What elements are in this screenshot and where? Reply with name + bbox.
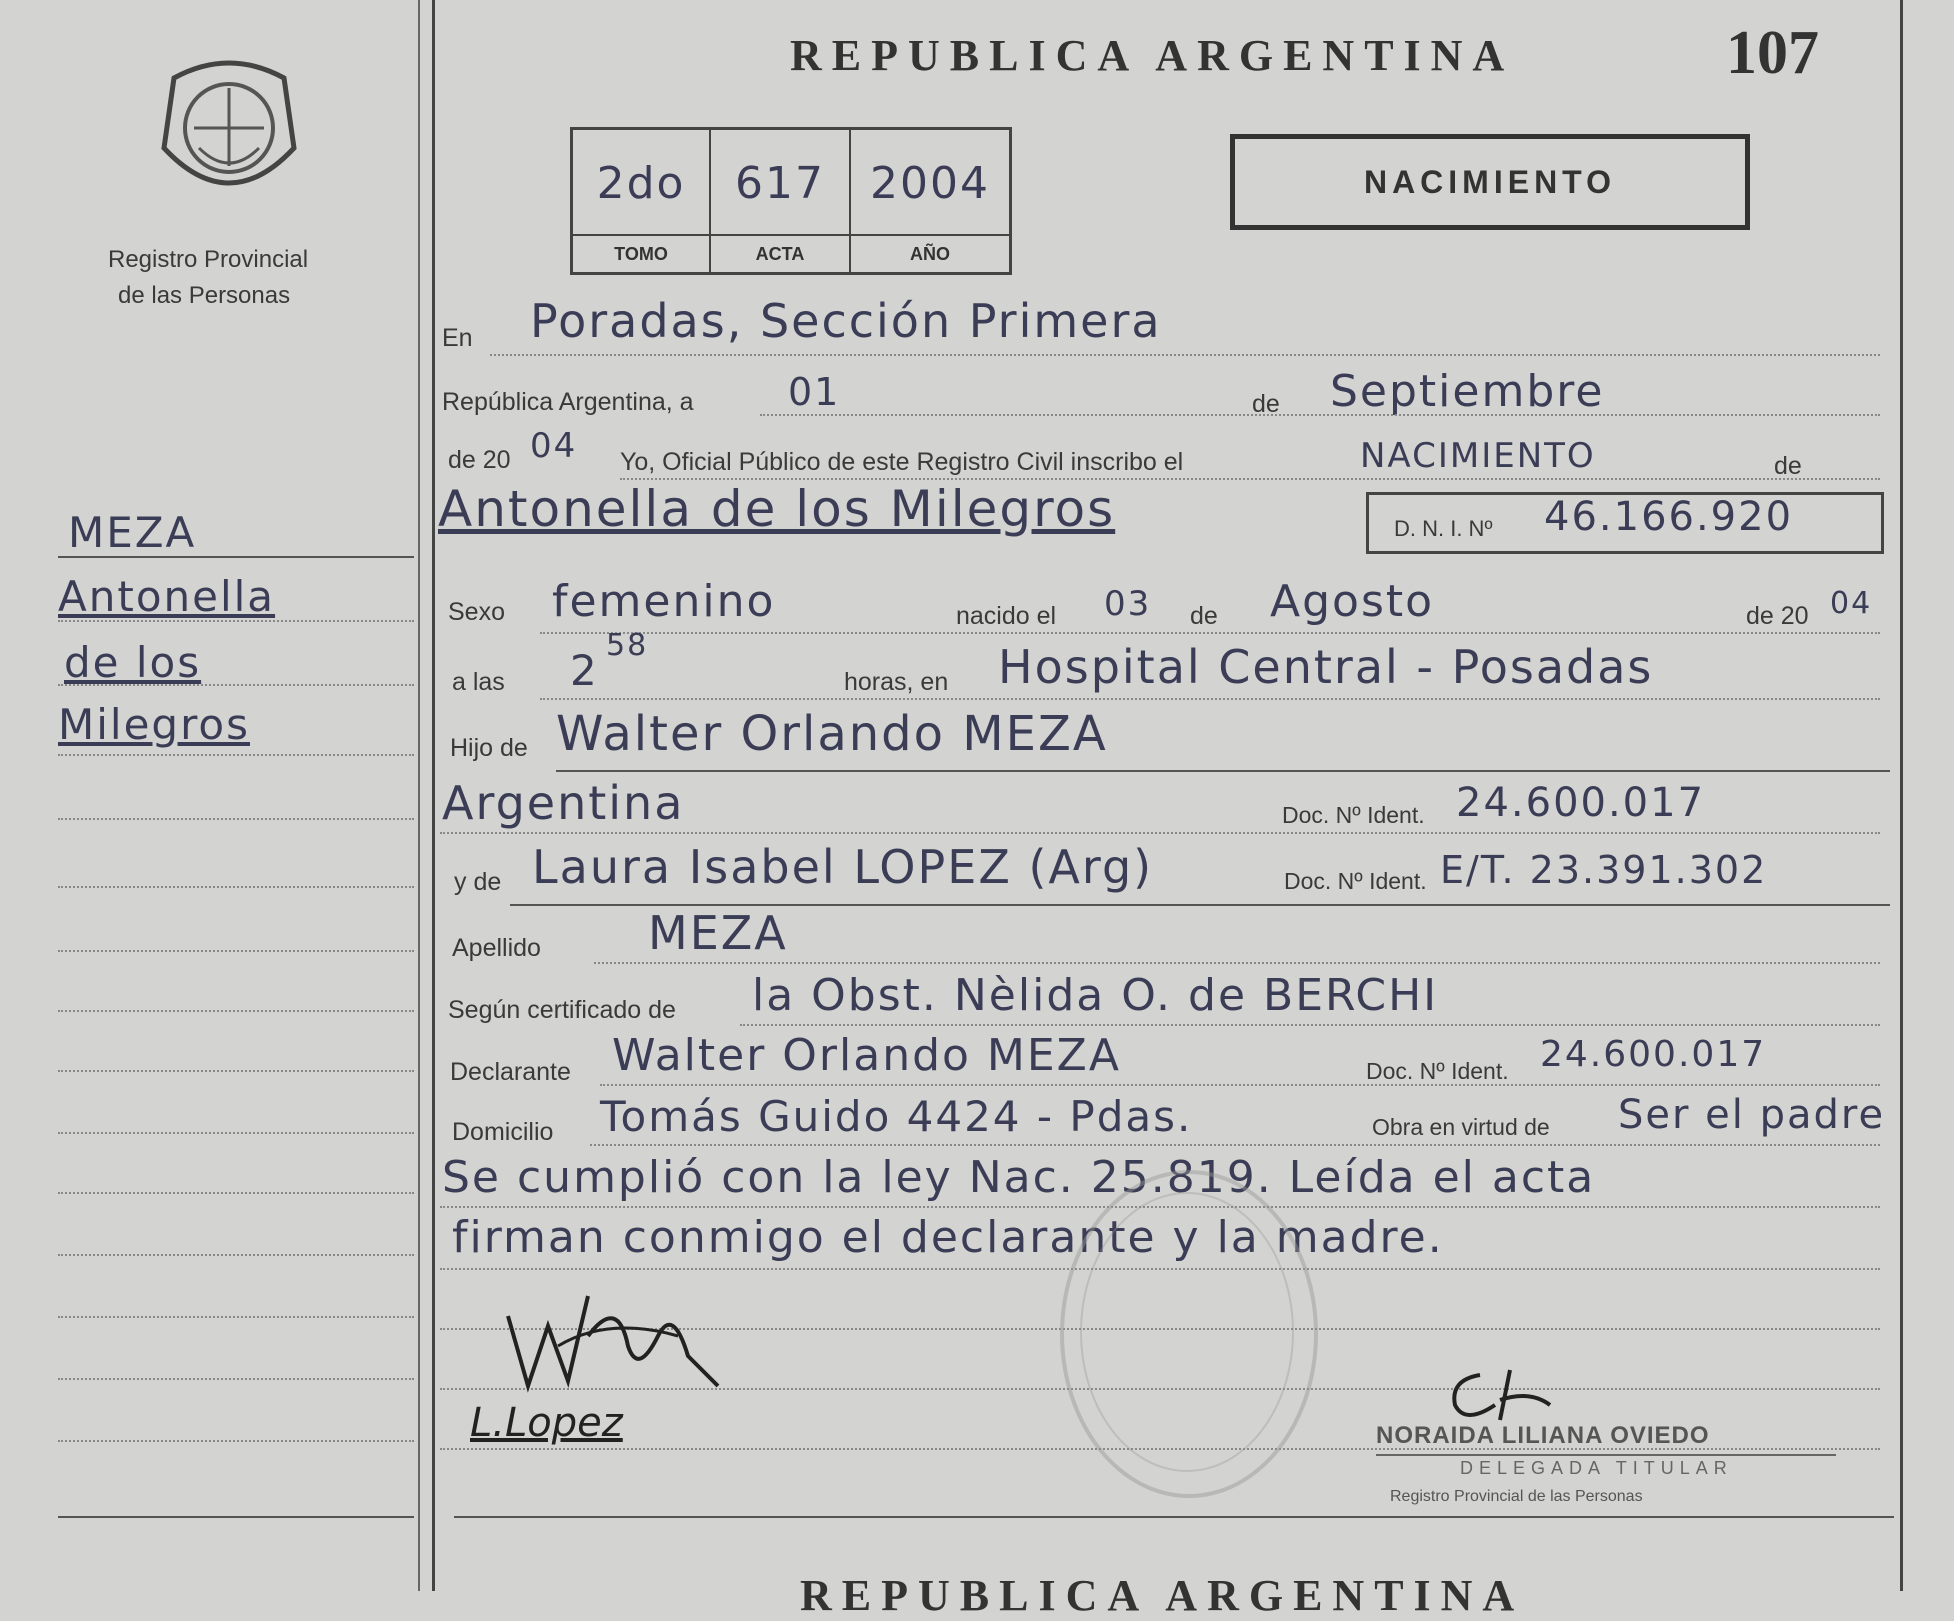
tomo-cell xyxy=(573,130,711,272)
sexo-value: femenino xyxy=(552,576,776,627)
registry-name-line1: Registro Provincial xyxy=(108,246,309,273)
margin-line xyxy=(58,886,414,888)
birth-year-suffix: 04 xyxy=(1830,586,1873,621)
form-line xyxy=(454,1516,1894,1518)
obra-label: Obra en virtud de xyxy=(1372,1114,1550,1140)
margin-line xyxy=(58,1192,414,1194)
segun-label: Según certificado de xyxy=(448,996,676,1024)
doc-label-3: Doc. Nº Ident. xyxy=(1366,1058,1509,1084)
father-nationality: Argentina xyxy=(442,776,685,830)
header-title: REPUBLICA ARGENTINA xyxy=(790,31,1515,80)
day-value: 01 xyxy=(788,370,841,414)
declarante-doc: 24.600.017 xyxy=(1540,1034,1767,1075)
official-signature-line xyxy=(1376,1454,1836,1456)
declarante-label: Declarante xyxy=(450,1058,571,1086)
acta-label: ACTA xyxy=(711,234,849,272)
note-line-2: firman conmigo el declarante y la madre. xyxy=(452,1212,1444,1263)
margin-line xyxy=(58,556,414,558)
margin-surname: MEZA xyxy=(68,508,197,557)
domicilio-label: Domicilio xyxy=(452,1118,554,1146)
margin-line xyxy=(58,754,414,756)
margin-line xyxy=(58,620,414,622)
registry-name-line2: de las Personas xyxy=(118,282,291,309)
apellido-value: MEZA xyxy=(648,906,788,960)
child-name: Antonella de los Milegros xyxy=(438,480,1116,538)
doc-label: Doc. Nº Ident. xyxy=(1282,802,1425,828)
certificado-value: la Obst. Nèlida O. de BERCHI xyxy=(752,970,1439,1021)
acta-value: 617 xyxy=(735,158,825,209)
margin-line xyxy=(58,818,414,820)
mother-name: Laura Isabel LOPEZ (Arg) xyxy=(532,840,1154,894)
dni-label: D. N. I. Nº xyxy=(1394,516,1493,541)
a-las-label: a las xyxy=(452,668,505,696)
obra-value: Ser el padre xyxy=(1618,1092,1886,1138)
record-number-box xyxy=(570,127,1012,275)
margin-given-name: Antonella xyxy=(58,572,276,621)
form-line xyxy=(540,632,1880,634)
margin-line xyxy=(58,1516,414,1518)
official-stamp-inner xyxy=(1080,1192,1294,1472)
declarante-value: Walter Orlando MEZA xyxy=(612,1030,1121,1081)
dni-value: 46.166.920 xyxy=(1544,494,1794,540)
year-suffix: 04 xyxy=(530,426,578,466)
form-line xyxy=(760,414,1880,416)
month-value: Septiembre xyxy=(1330,366,1605,417)
margin-line xyxy=(58,1440,414,1442)
margin-line xyxy=(58,1010,414,1012)
birth-month: Agosto xyxy=(1270,576,1435,627)
form-line xyxy=(540,698,1880,700)
de-label-2: de xyxy=(1774,452,1802,480)
margin-line xyxy=(58,1378,414,1380)
horas-label: horas, en xyxy=(844,668,949,696)
declarant-signature xyxy=(498,1276,728,1396)
page-edge xyxy=(1900,0,1903,1591)
oficial-text: Yo, Oficial Público de este Registro Civil inscribo el xyxy=(620,448,1184,476)
margin-given-name-3: Milegros xyxy=(58,700,250,749)
margin-line xyxy=(58,1316,414,1318)
apellido-label: Apellido xyxy=(452,934,541,962)
column-divider xyxy=(432,0,435,1591)
form-line xyxy=(490,354,1880,356)
official-org: Registro Provincial de las Personas xyxy=(1390,1488,1643,1505)
mother-signature: L.Lopez xyxy=(470,1400,623,1446)
year-label: AÑO xyxy=(851,234,1009,272)
birth-year-prefix: de 20 xyxy=(1746,602,1809,630)
de-label: de xyxy=(1252,390,1280,418)
father-doc: 24.600.017 xyxy=(1456,780,1706,826)
tomo-label: TOMO xyxy=(573,234,709,272)
margin-line xyxy=(58,950,414,952)
form-line xyxy=(556,770,1890,772)
domicilio-value: Tomás Guido 4424 - Pdas. xyxy=(600,1092,1193,1141)
note-line-1: Se cumplió con la ley Nac. 25.819. Leída el acta xyxy=(442,1152,1596,1203)
place-value: Poradas, Sección Primera xyxy=(530,294,1162,348)
nacido-label: nacido el xyxy=(956,602,1057,630)
registry-seal-icon xyxy=(154,48,304,212)
acta-cell xyxy=(711,130,851,272)
column-divider xyxy=(418,0,420,1591)
form-line xyxy=(594,962,1880,964)
y-de-label: y de xyxy=(454,868,502,896)
form-line xyxy=(600,1084,1880,1086)
birth-day: 03 xyxy=(1104,584,1152,624)
father-name: Walter Orlando MEZA xyxy=(556,706,1108,762)
mother-doc: E/T. 23.391.302 xyxy=(1440,848,1768,892)
margin-line xyxy=(58,684,414,686)
birth-place: Hospital Central - Posadas xyxy=(998,640,1654,694)
birth-minutes: 58 xyxy=(606,628,649,663)
sexo-label: Sexo xyxy=(448,598,505,626)
birth-hour: 2 xyxy=(570,646,599,695)
official-title: DELEGADA TITULAR xyxy=(1460,1458,1733,1478)
margin-given-name-2: de los xyxy=(64,638,202,687)
year-prefix: de 20 xyxy=(448,446,511,474)
page-number: 107 xyxy=(1726,19,1819,87)
hijo-label: Hijo de xyxy=(450,734,528,762)
official-name: NORAIDA LILIANA OVIEDO xyxy=(1376,1422,1710,1449)
doc-label-2: Doc. Nº Ident. xyxy=(1284,868,1427,894)
official-signature xyxy=(1440,1360,1580,1430)
tomo-value: 2do xyxy=(596,158,686,209)
republica-label: República Argentina, a xyxy=(442,388,694,416)
year-cell xyxy=(851,130,1009,272)
margin-line xyxy=(58,1254,414,1256)
margin-line xyxy=(58,1132,414,1134)
en-label: En xyxy=(442,324,473,352)
form-line xyxy=(740,1024,1880,1026)
form-line xyxy=(590,1144,1880,1146)
form-line xyxy=(440,832,1880,834)
footer-title: REPUBLICA ARGENTINA xyxy=(800,1571,1525,1620)
year-value: 2004 xyxy=(870,158,990,209)
record-type-box: NACIMIENTO xyxy=(1230,134,1750,230)
margin-line xyxy=(58,1070,414,1072)
de-label-3: de xyxy=(1190,602,1218,630)
inscribo-type: NACIMIENTO xyxy=(1360,436,1596,476)
